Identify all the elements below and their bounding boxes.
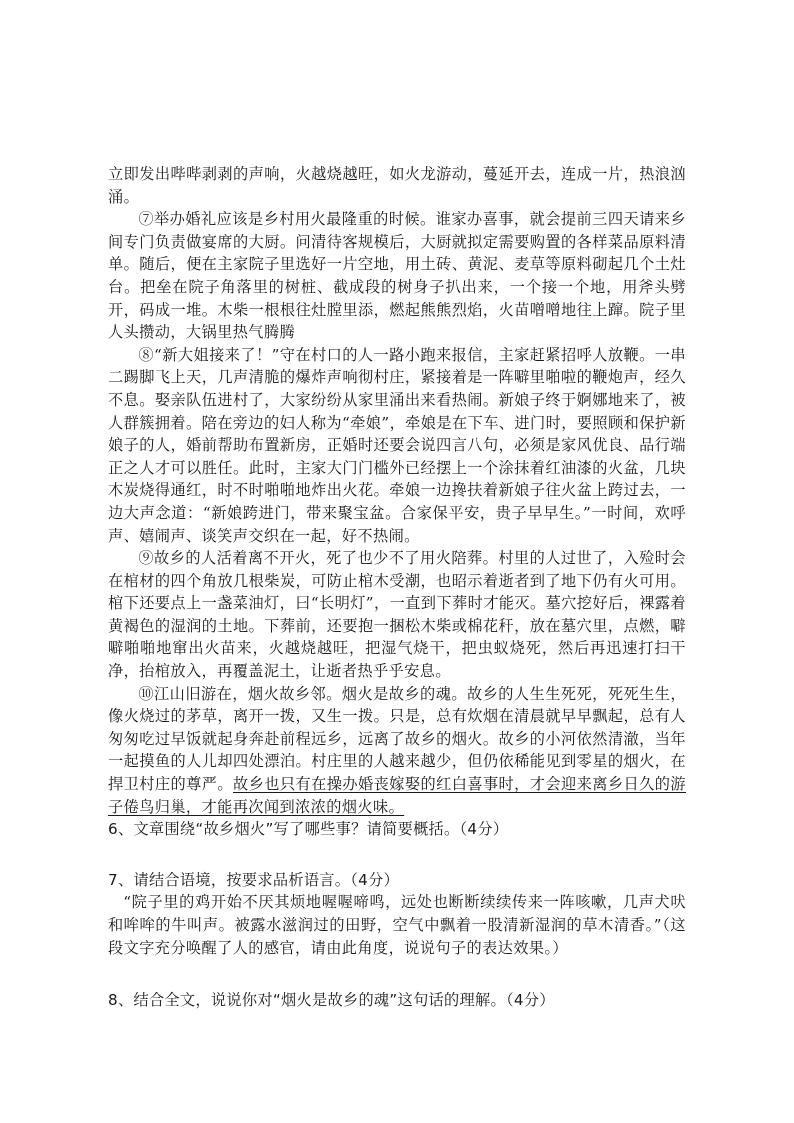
exam-page (108, 163, 686, 1012)
passage-paragraph-7: ⑦举办婚礼应该是乡村用火最隆重的时候。谁家办喜事，就会提前三四天请来乡间专门负责做宴席的大厨。问清待客规模后，大厨就拟定需要购置的各样菜品原料清单。随后，便在主家院子里选好一片空地，用土砖、黄泥、麦草等原料砌起几个土灶台。把垒在院子角落里的树桩、截成段的树身子扒出来，一个接一个地，用斧头劈开，码成一堆。木柴一根根往灶膛里添，燃起熊熊烈焰，火苗噌噌地往上蹿。院子里人头攒动，大锅里热气腾腾 (108, 210, 686, 342)
passage-paragraph-10 (108, 683, 686, 819)
question-6: 6、文章围绕“故乡烟火”写了哪些事？请简要概括。（4分） (108, 820, 509, 839)
passage-paragraph-9: ⑨故乡的人活着离不开火，死了也少不了用火陪葬。村里的人过世了，入殓时会在棺材的四个角放几根柴炭，可防止棺木受潮，也昭示着逝者到了地下仍有火可用。棺下还要点上一盏菜油灯，曰“长明灯”，一直到下葬时才能灭。墓穴挖好后，裸露着黄褐色的湿润的土地。下葬前，还要抱一捆松木柴或棉花秆，放在墓穴里，点燃，噼噼啪啪地窜出火苗来，火越烧越旺，把湿气烧干，把虫蚁烧死，然后再迅速打扫干净，抬棺放入，再覆盖泥土，让逝者热乎乎安息。 (108, 549, 686, 681)
question-7-body: “院子里的鸡开始不厌其烦地喔喔啼鸣，远处也断断续续传来一阵咳嗽，几声犬吠和哞哞的牛叫声。被露水滋润过的田野，空气中飘着一股清新湿润的草木清香。”（这段文字充分唤醒了人的感官，请由此角度，说说句子的表达效果。） (108, 893, 686, 957)
passage-paragraph-fire: 立即发出哔哔剥剥的声响，火越烧越旺，如火龙游动，蔓延开去，连成一片，热浪汹涌。 (108, 165, 686, 206)
passage-paragraph-8: ⑧“新大姐接来了！”守在村口的人一路小跑来报信，主家赶紧招呼人放鞭。一串二踢脚飞上天，几声清脆的爆炸声响彻村庄，紧接着是一阵噼里啪啦的鞭炮声，经久不息。娶亲队伍进村了，大家纷纷从家里涌出来看热闹。新娘子终于婀娜地来了，被人群簇拥着。陪在旁边的妇人称为“牵娘”，牵娘是在下车、进门时，要照顾和保护新娘子的人，婚前帮助布置新房，正婚时还要会说四言八句，必须是家风优良、品行端正之人才可以胜任。此时，主家大门门槛外已经摆上一个涂抹着红油漆的火盆，几块木炭烧得通红，时不时啪啪地炸出火花。牵娘一边搀扶着新娘子往火盆上跨过去，一边大声念道：“新娘跨进门，带来聚宝盆。合家保平安，贵子早早生。”一时间，欢呼声、嬉闹声、谈笑声交织在一起，好不热闹。 (108, 345, 686, 545)
answer-space-6 (108, 841, 686, 869)
underlined-sentence: 故乡也只有在操办婚丧嫁娶的红白喜事时，才会迎来离乡日久的游子倦鸟归巢，才能再次闻到浓浓的烟火味。 (108, 775, 686, 816)
paragraph-10-text: ⑩江山旧游在，烟火故乡邻。烟火是故乡的魂。故乡的人生生死死，死死生生，像火烧过的茅草，离开一拨，又生一拨。只是，总有炊烟在清晨就早早飘起，总有人匆匆吃过早饭就起身奔赴前程远乡，远离了故乡的烟火。故乡的小河依然清澈，当年一起摸鱼的人儿却四处漂泊。村庄里的人越来越少，但仍依稀能见到零星的烟火，在捍卫村庄的尊严。 (108, 684, 686, 794)
question-8: 8、结合全文，说说你对“烟火是故乡的魂”这句话的理解。（4分） (108, 991, 555, 1010)
question-7-title: 7、请结合语境，按要求品析语言。（4分） (108, 870, 400, 889)
answer-space-7 (108, 959, 686, 989)
